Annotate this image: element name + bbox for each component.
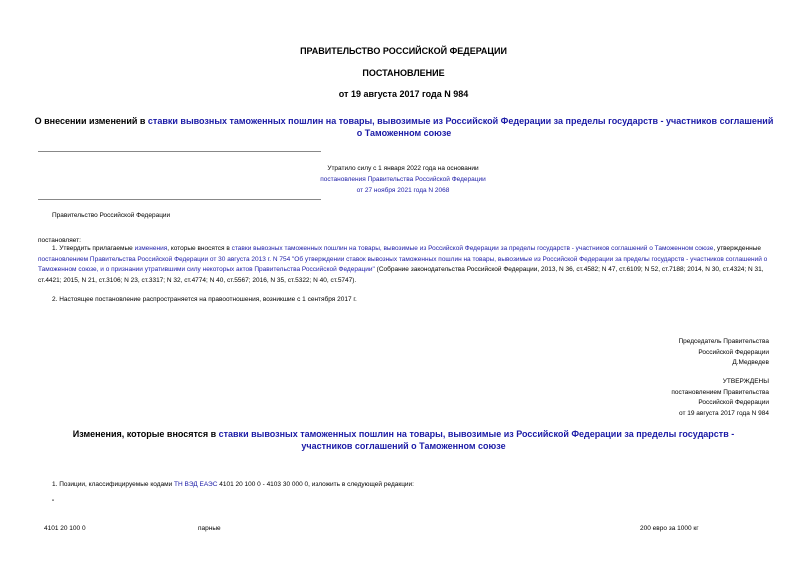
status-note-line2[interactable]: постановления Правительства Российской Федерации: [320, 176, 486, 183]
status-note-line3[interactable]: от 27 ноября 2021 года N 2068: [356, 187, 450, 194]
approved-line3: Российской Федерации: [698, 399, 769, 406]
changes-title: [50, 428, 757, 452]
item-1-text-1: 1. Утвердить прилагаемые: [52, 245, 135, 252]
signature-block: [678, 337, 769, 369]
separator-top: [38, 151, 321, 152]
decrees-line: постановляет:: [38, 237, 81, 244]
position-text-1: 1. Позиции, классифицируемые кодами: [52, 481, 175, 488]
item-1-text-2: , которые вносятся в: [167, 245, 232, 252]
tnved-link[interactable]: ТН ВЭД ЕАЭС: [174, 481, 218, 488]
signature-line3: Д.Медведев: [732, 359, 769, 366]
quote-mark: ": [52, 499, 55, 506]
signature-line1: Председатель Правительства: [678, 338, 769, 345]
signature-line2: Российской Федерации: [698, 348, 769, 356]
position-text: [52, 480, 414, 491]
government-line: Правительство Российской Федерации: [52, 212, 171, 219]
title-link[interactable]: ставки вывозных таможенных пошлин на товары, вывозимые из Российской Федерации за пределы государств - участников соглашений о Таможенном союзе: [147, 116, 774, 138]
title-prefix: О внесении изменений в: [34, 116, 148, 126]
table-cell-code: 4101 20 100 0: [44, 525, 86, 532]
approved-line4: от 19 августа 2017 года N 984: [678, 409, 769, 417]
approved-block: [671, 377, 769, 419]
item-1-link-rates[interactable]: ставки вывозных таможенных пошлин на товары, вывозимые из Российской Федерации за пределы государств - участников соглашений о Таможенном союзе: [231, 245, 714, 252]
table-cell-description: парные: [198, 525, 221, 532]
status-note-line1: Утратило силу с 1 января 2022 года на основании: [327, 165, 479, 172]
status-note: [300, 163, 506, 196]
item-1-link-decree[interactable]: постановлением Правительства Российской Федерации от 30 августа 2013 г. N 754 "Об утверждении ставок вывозных таможенных пошлин на товары, вывозимые из Российской Федерации за пределы государств - участников соглашений о Таможенном союзе, и о признании утратившими силу некоторых актов Правительства Российской Федерации": [38, 255, 768, 273]
item-1: [38, 244, 770, 286]
item-2: 2. Настоящее постановление распространяется на правоотношения, возникшие с 1 сентября 2017 г.: [52, 296, 357, 303]
separator-bottom: [38, 199, 321, 200]
approved-line2: постановлением Правительства: [671, 388, 769, 396]
status-note-link[interactable]: [300, 174, 506, 196]
document-date-number: от 19 августа 2017 года N 984: [338, 89, 469, 99]
table-cell-rate: 200 евро за 1000 кг: [640, 525, 699, 532]
approved-line1: УТВЕРЖДЕНЫ: [722, 378, 769, 385]
position-text-2: 4101 20 100 0 - 4103 30 000 0, изложить в следующей редакции:: [217, 481, 414, 488]
item-1-link-changes[interactable]: изменения: [134, 245, 168, 252]
document-title: [34, 115, 774, 139]
government-heading: ПРАВИТЕЛЬСТВО РОССИЙСКОЙ ФЕДЕРАЦИИ: [300, 46, 507, 56]
document-type: ПОСТАНОВЛЕНИЕ: [362, 68, 445, 78]
changes-title-prefix: Изменения, которые вносятся в: [72, 429, 219, 439]
changes-title-link[interactable]: ставки вывозных таможенных пошлин на товары, вывозимые из Российской Федерации за пределы государств - участников соглашений о Таможенном союзе: [218, 429, 735, 451]
item-1-text-3: , утвержденные: [713, 245, 761, 252]
item-1-text-4: (Собрание законодательства Российской Федерации, 2013, N 36, ст.4582; N 47, ст.6109; N 52, ст.7188; 2014, N 30, ст.4324; N 31, ст.4421; 2015, N 21, ст.3106; N 23, ст.3317; N 32, ст.4774; N 40, ст.5567; 2016, N 35, ст.5322; N 40, ст.5747).: [38, 266, 764, 284]
